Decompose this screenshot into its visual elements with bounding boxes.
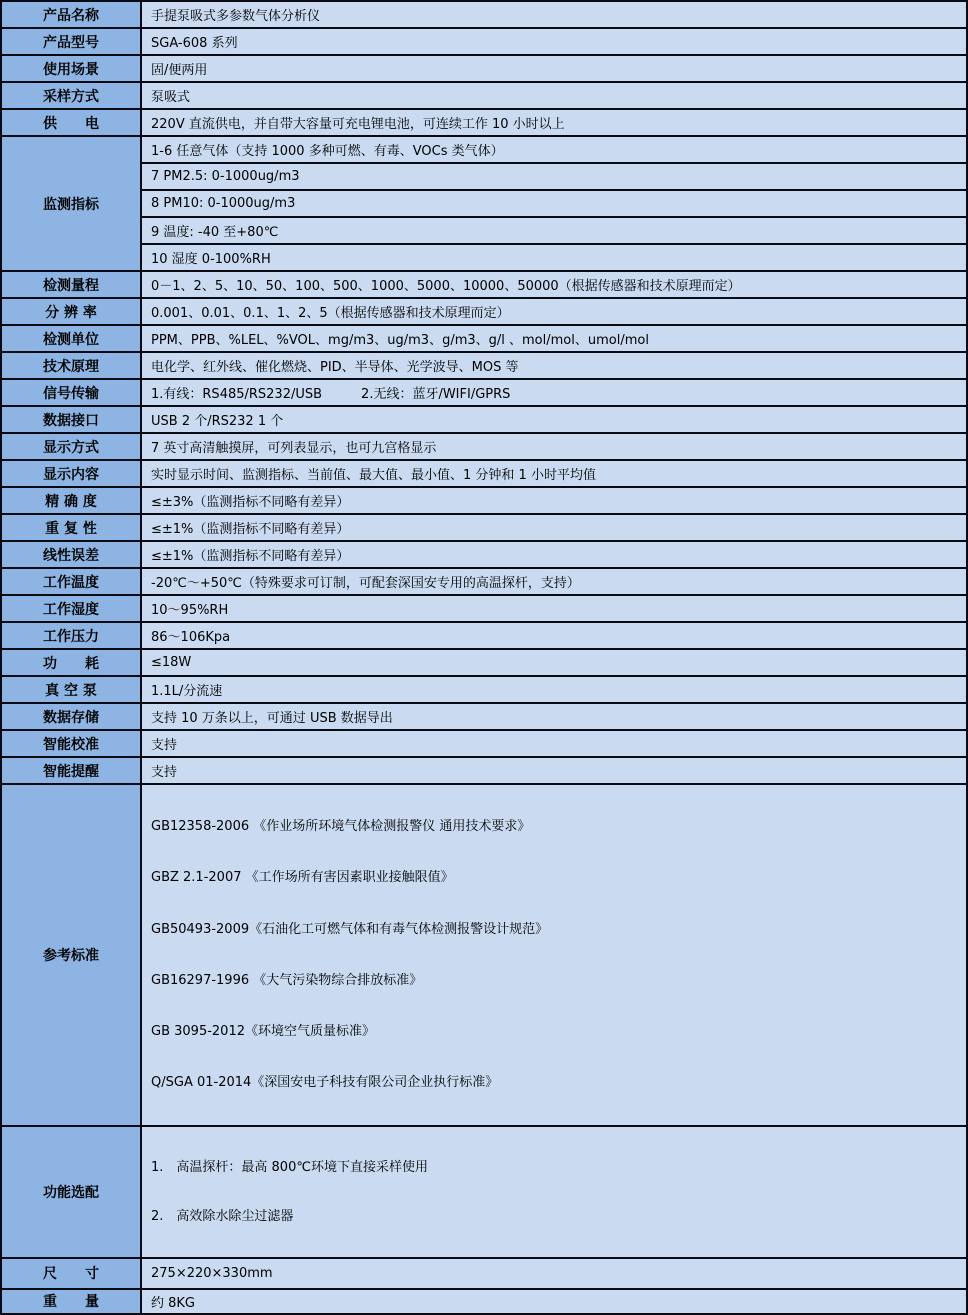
table-row: [1, 352, 967, 379]
value-detection-range: 0－1、2、5、10、50、100、500、1000、5000、10000、50000（根据传感器和技术原理而定）: [141, 271, 967, 298]
table-row: [1, 244, 967, 271]
value-sampling-method: 泵吸式: [141, 82, 967, 109]
value-power-supply: 220V 直流供电，并自带大容量可充电锂电池，可连续工作 10 小时以上: [141, 109, 967, 136]
table-row: [1, 595, 967, 622]
table-row: [1, 82, 967, 109]
label-working-temperature: 工作温度: [1, 568, 141, 595]
label-reference-standards: 参考标准: [1, 784, 141, 1126]
optional-feature-line: 2. 高效除水除尘过滤器: [151, 1208, 294, 1224]
value-resolution: 0.001、0.01、0.1、1、2、5（根据传感器和技术原理而定）: [141, 298, 967, 325]
label-linearity-error: 线性误差: [1, 541, 141, 568]
label-product-model: 产品型号: [1, 28, 141, 55]
table-row: [1, 136, 967, 163]
label-vacuum-pump: 真 空 泵: [1, 676, 141, 703]
standard-line: GB16297-1996 《大气污染物综合排放标准》: [151, 972, 423, 988]
value-display-content: 实时显示时间、监测指标、当前值、最大值、最小值、1 分钟和 1 小时平均值: [141, 460, 967, 487]
label-detection-range: 检测量程: [1, 271, 141, 298]
value-monitoring-indicator-pm10: 8 PM10: 0-1000ug/m3: [141, 190, 967, 217]
value-display-mode: 7 英寸高清触摸屏，可列表显示，也可九宫格显示: [141, 433, 967, 460]
value-linearity-error: ≤±1%（监测指标不同略有差异）: [141, 541, 967, 568]
value-weight: 约 8KG: [141, 1289, 967, 1314]
table-row: [1, 1258, 967, 1289]
table-row: [1, 1, 967, 28]
table-row: [1, 703, 967, 730]
label-product-name: 产品名称: [1, 1, 141, 28]
table-row: [1, 217, 967, 244]
table-row: [1, 487, 967, 514]
table-row: [1, 163, 967, 190]
value-monitoring-indicator-gases: 1-6 任意气体（支持 1000 多种可燃、有毒、VOCs 类气体）: [141, 136, 967, 163]
value-optional-features: [141, 1126, 967, 1258]
value-dimensions: 275×220×330mm: [141, 1258, 967, 1289]
label-optional-features: 功能选配: [1, 1126, 141, 1258]
label-technical-principle: 技术原理: [1, 352, 141, 379]
standard-line: GB12358-2006 《作业场所环境气体检测报警仪 通用技术要求》: [151, 819, 531, 834]
label-resolution: 分 辨 率: [1, 298, 141, 325]
value-monitoring-indicator-pm25: 7 PM2.5: 0-1000ug/m3: [141, 163, 967, 190]
table-row: [1, 325, 967, 352]
label-repeatability: 重 复 性: [1, 514, 141, 541]
optional-feature-line: 1. 高温探杆：最高 800℃环境下直接采样使用: [151, 1159, 428, 1175]
value-smart-reminder: 支持: [141, 757, 967, 784]
value-technical-principle: 电化学、红外线、催化燃烧、PID、半导体、光学波导、MOS 等: [141, 352, 967, 379]
value-reference-standards: [141, 784, 967, 1126]
table-row: [1, 1126, 967, 1258]
label-dimensions: 尺 寸: [1, 1258, 141, 1289]
value-data-storage: 支持 10 万条以上，可通过 USB 数据导出: [141, 703, 967, 730]
label-display-content: 显示内容: [1, 460, 141, 487]
label-accuracy: 精 确 度: [1, 487, 141, 514]
value-product-name: 手提泵吸式多参数气体分析仪: [141, 1, 967, 28]
table-row: [1, 730, 967, 757]
label-smart-reminder: 智能提醒: [1, 757, 141, 784]
label-sampling-method: 采样方式: [1, 82, 141, 109]
label-power-consumption: 功 耗: [1, 649, 141, 676]
standard-line: GB50493-2009《石油化工可燃气体和有毒气体检测报警设计规范》: [151, 921, 549, 937]
value-product-model: SGA-608 系列: [141, 28, 967, 55]
table-row: [1, 190, 967, 217]
value-signal-transmission: 1.有线：RS485/RS232/USB 2.无线：蓝牙/WIFI/GPRS: [141, 379, 967, 406]
standard-line: GBZ 2.1-2007 《工作场所有害因素职业接触限值》: [151, 870, 454, 886]
standard-line: GB 3095-2012《环境空气质量标准》: [151, 1024, 375, 1040]
table-row: [1, 271, 967, 298]
label-smart-calibration: 智能校准: [1, 730, 141, 757]
label-monitoring-indicators: 监测指标: [1, 136, 141, 271]
table-row: [1, 1289, 967, 1314]
value-working-temperature: -20℃～+50℃（特殊要求可订制，可配套深国安专用的高温探杆，支持）: [141, 568, 967, 595]
value-monitoring-indicator-temperature: 9 温度: -40 至+80℃: [141, 217, 967, 244]
table-row: [1, 379, 967, 406]
value-accuracy: ≤±3%（监测指标不同略有差异）: [141, 487, 967, 514]
label-data-storage: 数据存储: [1, 703, 141, 730]
value-detection-unit: PPM、PPB、%LEL、%VOL、mg/m3、ug/m3、g/m3、g/l 、mol/mol、umol/mol: [141, 325, 967, 352]
table-row: [1, 568, 967, 595]
table-row: [1, 298, 967, 325]
table-row: [1, 676, 967, 703]
table-row: [1, 622, 967, 649]
table-row: [1, 514, 967, 541]
table-row: [1, 28, 967, 55]
value-smart-calibration: 支持: [141, 730, 967, 757]
label-data-interface: 数据接口: [1, 406, 141, 433]
table-row: [1, 784, 967, 1126]
standard-line: Q/SGA 01-2014《深国安电子科技有限公司企业执行标准》: [151, 1075, 499, 1091]
label-signal-transmission: 信号传输: [1, 379, 141, 406]
value-repeatability: ≤±1%（监测指标不同略有差异）: [141, 514, 967, 541]
table-row: [1, 649, 967, 676]
value-usage-scenario: 固/便两用: [141, 55, 967, 82]
table-row: [1, 757, 967, 784]
table-row: [1, 433, 967, 460]
label-usage-scenario: 使用场景: [1, 55, 141, 82]
table-row: [1, 541, 967, 568]
table-row: [1, 460, 967, 487]
label-detection-unit: 检测单位: [1, 325, 141, 352]
table-row: [1, 109, 967, 136]
value-vacuum-pump: 1.1L/分流速: [141, 676, 967, 703]
label-weight: 重 量: [1, 1289, 141, 1314]
label-display-mode: 显示方式: [1, 433, 141, 460]
value-working-pressure: 86～106Kpa: [141, 622, 967, 649]
label-power-supply: 供 电: [1, 109, 141, 136]
table-row: [1, 406, 967, 433]
table-row: [1, 55, 967, 82]
label-working-pressure: 工作压力: [1, 622, 141, 649]
value-data-interface: USB 2 个/RS232 1 个: [141, 406, 967, 433]
value-power-consumption: ≤18W: [141, 649, 967, 676]
value-working-humidity: 10～95%RH: [141, 595, 967, 622]
label-working-humidity: 工作湿度: [1, 595, 141, 622]
value-monitoring-indicator-humidity: 10 湿度 0-100%RH: [141, 244, 967, 271]
